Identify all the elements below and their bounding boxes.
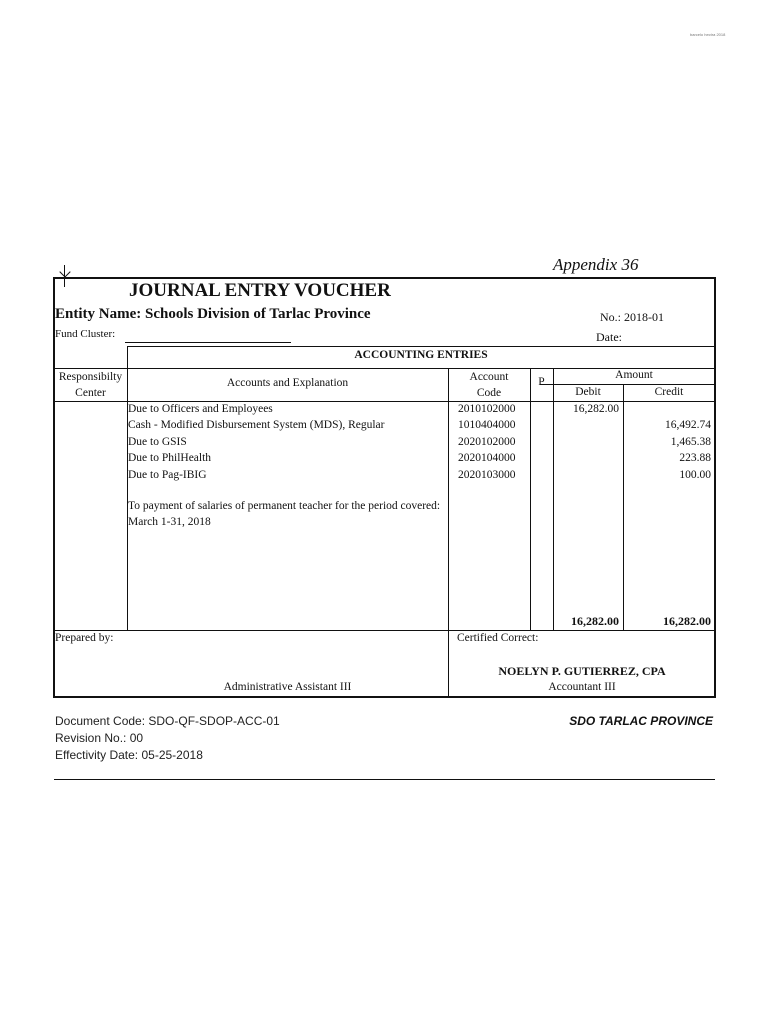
entry-account: Due to Pag-IBIG — [128, 468, 207, 481]
entry-account: Due to GSIS — [128, 435, 187, 448]
certified-name: NOELYN P. GUTIERREZ, CPA — [498, 664, 666, 678]
entry-code: 2020104000 — [458, 452, 516, 465]
revision-number: Revision No.: 00 — [55, 731, 144, 745]
entry-credit: 16,492.74 — [665, 419, 711, 432]
entry-credit: 223.88 — [679, 452, 711, 465]
table-row — [0, 401, 768, 417]
p-header: P — [538, 376, 545, 388]
date-label: Date: — [596, 330, 622, 344]
certified-position: Accountant III — [548, 681, 616, 693]
document-code: Document Code: SDO-QF-SDOP-ACC-01 — [55, 714, 280, 728]
entry-debit: 16,282.00 — [573, 403, 619, 415]
entity-label: Entity Name: — [55, 306, 142, 322]
entity-row — [55, 306, 371, 323]
responsibility-line-1: Responsibilty — [58, 371, 123, 383]
appendix-label: Appendix 36 — [553, 255, 639, 274]
amount-header: Amount — [615, 369, 653, 381]
explanation-line-2: March 1-31, 2018 — [128, 516, 211, 529]
code-line-1: Account — [469, 371, 509, 383]
table-top-line — [127, 346, 715, 347]
entry-code: 2020102000 — [458, 435, 516, 448]
credit-header: Credit — [654, 386, 684, 398]
table-row — [0, 434, 768, 450]
responsibility-center-header — [54, 369, 127, 401]
entity-name: Schools Division of Tarlac Province — [145, 306, 371, 322]
header-note: barcelo hectra 2018 — [690, 32, 726, 37]
fund-cluster-label: Fund Cluster: — [55, 328, 116, 340]
explanation-line-1: To payment of salaries of permanent teacher for the period covered: — [128, 500, 441, 512]
certified-label: Certified Correct: — [457, 632, 539, 644]
debit-header: Debit — [575, 386, 601, 398]
accounting-entries-header: ACCOUNTING ENTRIES — [354, 349, 488, 361]
no-label: No.: — [600, 310, 621, 324]
prepared-position: Administrative Assistant III — [223, 681, 352, 693]
table-bottom-line — [54, 630, 715, 631]
prepared-by-label: Prepared by: — [55, 632, 114, 644]
total-debit: 16,282.00 — [571, 614, 619, 628]
no-value: 2018-01 — [624, 310, 664, 324]
corner-mark-arrow — [59, 266, 70, 277]
entry-account: Due to PhilHealth — [128, 452, 212, 465]
responsibility-line-2: Center — [75, 387, 106, 399]
entry-account: Cash - Modified Disbursement System (MDS), Regular — [128, 419, 385, 432]
entry-code: 2010102000 — [458, 403, 516, 415]
accounts-header: Accounts and Explanation — [226, 377, 349, 389]
total-credit: 16,282.00 — [663, 614, 711, 628]
document-info — [55, 713, 280, 764]
entry-account: Due to Officers and Employees — [128, 403, 273, 415]
entry-code: 1010404000 — [458, 419, 516, 432]
voucher-number — [600, 310, 664, 325]
explanation — [128, 498, 440, 531]
office-name: SDO TARLAC PROVINCE — [569, 714, 713, 728]
form-title: JOURNAL ENTRY VOUCHER — [129, 280, 391, 301]
entry-credit: 1,465.38 — [670, 435, 711, 448]
fund-cluster-line — [125, 342, 291, 343]
account-code-header — [448, 369, 530, 401]
effectivity-date: Effectivity Date: 05-25-2018 — [55, 748, 203, 762]
table-row — [0, 417, 768, 433]
footer-rule — [54, 779, 715, 780]
entry-credit: 100.00 — [679, 468, 711, 481]
table-row — [0, 467, 768, 483]
amount-line — [540, 384, 715, 385]
entry-code: 2020103000 — [458, 468, 516, 481]
code-line-2: Code — [476, 387, 502, 399]
table-row — [0, 450, 768, 466]
